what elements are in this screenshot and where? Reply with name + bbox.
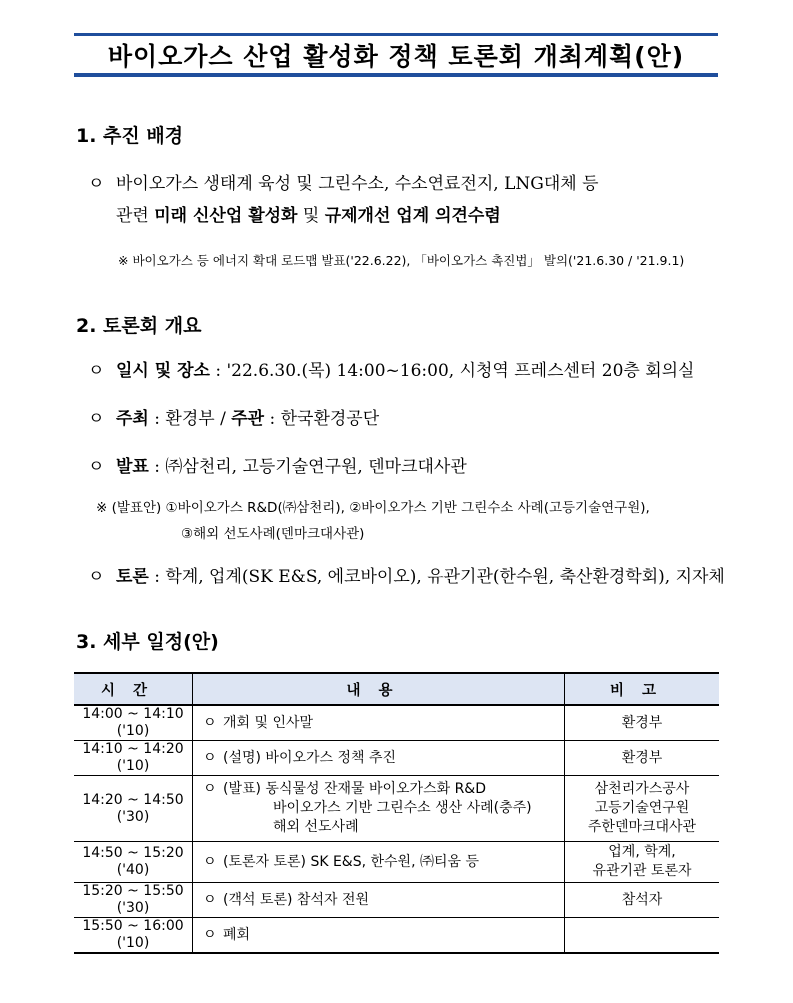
column-header-remark: 비고	[565, 673, 720, 705]
table-row	[74, 741, 719, 776]
duration: ('30)	[116, 808, 150, 825]
presentation-note-1: ※ (발표안) ①바이오가스 R&D(㈜삼천리), ②바이오가스 기반 그린수소 사례(고등기술연구원),	[96, 500, 650, 516]
time-range: 14:20 ~ 14:50	[82, 791, 184, 808]
bullet: ㅇ	[88, 409, 105, 429]
remark-cell	[565, 918, 720, 954]
duration: ('10)	[116, 723, 150, 739]
section2-heading: 2. 토론회 개요	[76, 315, 202, 337]
background-text-2-mid: 및	[297, 206, 325, 226]
duration: ('10)	[116, 758, 150, 774]
table-header-row	[74, 673, 719, 705]
content-cell	[193, 776, 565, 842]
discussion-value: : 학계, 업계(SK E&S, 에코바이오), 유관기관(한수원, 축산환경학회), 지자체	[148, 567, 725, 587]
background-text-2-prefix: 관련	[116, 206, 155, 226]
time-range: 15:20 ~ 15:50	[82, 883, 184, 899]
remark-text: 삼천리가스공사	[594, 781, 690, 797]
remark-text: 고등기술연구원	[594, 800, 690, 816]
column-header-time: 시간	[74, 673, 193, 705]
content-text: 해외 선도사례	[273, 819, 359, 835]
remark-cell	[565, 842, 720, 883]
section1-note: ※ 바이오가스 등 에너지 확대 로드맵 발표('22.6.22), 「바이오가스 촉진법」 발의('21.6.30 / '21.9.1)	[118, 253, 685, 268]
bullet: ㅇ	[203, 926, 217, 943]
discussion-row	[88, 564, 725, 590]
background-text-1: 바이오가스 생태계 육성 및 그린수소, 수소연료전지, LNG대체 등	[116, 174, 599, 194]
remark-cell	[565, 776, 720, 842]
time-cell	[74, 741, 193, 776]
host-row	[88, 406, 721, 432]
content-text: 개회 및 인사말	[223, 714, 314, 731]
remark-text: 유관기관 토론자	[592, 863, 692, 879]
host-label: 주최	[116, 409, 149, 429]
section1-heading: 1. 추진 배경	[76, 125, 184, 147]
content-cell	[193, 705, 565, 741]
duration: ('40)	[116, 862, 150, 878]
schedule-table	[74, 672, 719, 954]
section3-heading: 3. 세부 일정(안)	[76, 631, 219, 653]
bullet: ㅇ	[88, 457, 105, 477]
discussion-label: 토론	[116, 567, 149, 587]
time-range: 15:50 ~ 16:00	[82, 918, 184, 934]
duration: ('10)	[116, 935, 150, 951]
remark-text: 업계, 학계,	[608, 844, 676, 860]
remark-cell: 참석자	[565, 883, 720, 918]
content-cell	[193, 883, 565, 918]
organizer-value: : 한국환경공단	[264, 409, 380, 429]
section1-line1	[88, 171, 721, 197]
content-text: 바이오가스 기반 그린수소 생산 사례(충주)	[273, 800, 532, 816]
column-header-content: 내용	[193, 673, 565, 705]
bullet: ㅇ	[88, 567, 105, 587]
table-row	[74, 842, 719, 883]
content-text: (토론자 토론) SK E&S, 한수원, ㈜티움 등	[223, 853, 480, 870]
table-row	[74, 918, 719, 954]
time-range: 14:00 ~ 14:10	[82, 706, 184, 722]
time-range: 14:50 ~ 15:20	[82, 845, 184, 861]
presentation-note-2: ③해외 선도사례(덴마크대사관)	[181, 526, 365, 542]
table-row	[74, 883, 719, 918]
presentation-value: : ㈜삼천리, 고등기술연구원, 덴마크대사관	[148, 457, 467, 477]
datetime-value: : '22.6.30.(목) 14:00~16:00, 시청역 프레스센터 20층 회의실	[209, 361, 695, 381]
time-cell	[74, 883, 193, 918]
content-text: (객석 토론) 참석자 전원	[223, 891, 369, 908]
bullet: ㅇ	[203, 781, 217, 797]
duration: ('30)	[116, 900, 150, 916]
host-value: : 환경부 /	[148, 409, 232, 429]
remark-cell: 환경부	[565, 705, 720, 741]
presentation-label: 발표	[116, 457, 149, 477]
content-text: (발표) 동식물성 잔재물 바이오가스화 R&D	[223, 781, 487, 797]
section1-line2	[116, 203, 721, 229]
remark-text: 주한덴마크대사관	[587, 819, 697, 835]
bullet: ㅇ	[203, 853, 217, 870]
content-cell	[193, 741, 565, 776]
document-title-box	[74, 33, 718, 77]
bullet: ㅇ	[88, 361, 105, 381]
background-text-2-bold2: 규제개선 업계 의견수렴	[324, 206, 501, 226]
time-cell	[74, 918, 193, 954]
content-cell	[193, 842, 565, 883]
bullet: ㅇ	[203, 714, 217, 731]
table-row	[74, 776, 719, 842]
content-cell	[193, 918, 565, 954]
time-cell	[74, 842, 193, 883]
presentation-row	[88, 454, 721, 480]
time-cell	[74, 776, 193, 842]
table-row	[74, 705, 719, 741]
time-cell	[74, 705, 193, 741]
content-text: (설명) 바이오가스 정책 추진	[223, 749, 397, 766]
datetime-row	[88, 358, 721, 384]
document-title: 바이오가스 산업 활성화 정책 토론회 개최계획(안)	[107, 41, 685, 71]
bullet: ㅇ	[88, 174, 105, 194]
content-text: 폐회	[223, 926, 251, 943]
bullet: ㅇ	[203, 749, 217, 766]
organizer-label: 주관	[231, 409, 265, 429]
background-text-2-bold1: 미래 신산업 활성화	[154, 206, 298, 226]
time-range: 14:10 ~ 14:20	[82, 741, 184, 757]
bullet: ㅇ	[203, 891, 217, 908]
remark-cell: 환경부	[565, 741, 720, 776]
datetime-label: 일시 및 장소	[116, 361, 210, 381]
